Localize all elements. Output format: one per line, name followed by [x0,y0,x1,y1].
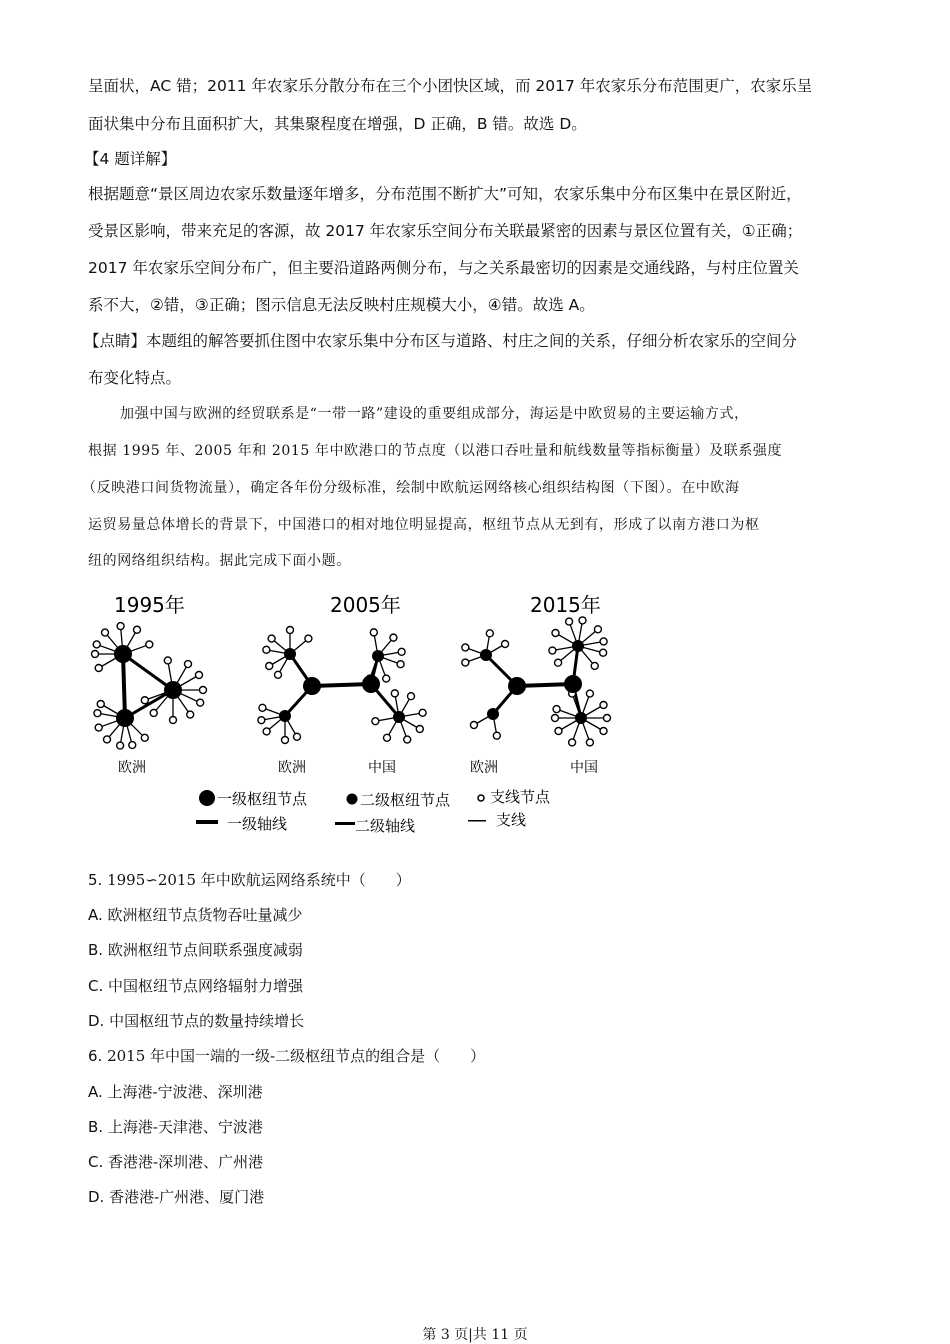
tip-line: 布变化特点。 [88,369,182,387]
branch-node [586,690,593,697]
region-label-europe: 欧洲 [118,760,146,776]
branch-node [95,665,102,672]
branch-node [266,663,273,670]
secondary-node [393,711,405,723]
branch-node [569,739,576,746]
primary-node [116,709,134,727]
branch-line-legend-icon [468,820,486,822]
branch-node [486,630,493,637]
branch-node [397,661,404,668]
branch-node [419,709,426,716]
branch-node [370,629,377,636]
option-c: C. 中国枢纽节点网络辐射力增强 [88,977,304,995]
branch-node [146,641,153,648]
branch-node [591,662,598,669]
branch-node [102,629,109,636]
branch-node [416,726,423,733]
branch-node [600,638,607,645]
question-6: 6. 2015 年中国一端的一级-二级枢纽节点的组合是（ ） [88,1047,486,1065]
branch-node [117,623,124,630]
branch-node [372,718,379,725]
text-line: 2017 年农家乐空间分布广，但主要沿道路两侧分布，与之关系最密切的因素是交通线路，与村庄位置关 [88,259,799,277]
branch-node [92,651,99,658]
branch-node [287,627,294,634]
branch-node-legend-icon [478,795,484,801]
branch-node [164,657,171,664]
year-label-1995: 1995年 [114,593,185,617]
region-label-china: 中国 [570,760,598,776]
option-d: D. 香港港-广州港、厦门港 [88,1188,265,1206]
passage-line: 纽的网络组织结构。据此完成下面小题。 [88,553,351,569]
branch-node [187,711,194,718]
primary-node [164,681,182,699]
branch-node [552,715,559,722]
branch-node [141,734,148,741]
year-label-2015: 2015年 [530,593,601,617]
branch-node [462,659,469,666]
option-c: C. 香港港-深圳港、广州港 [88,1153,264,1171]
option-d: D. 中国枢纽节点的数量持续增长 [88,1012,305,1030]
branch-node [305,635,312,642]
primary-node [508,677,526,695]
branch-node [566,618,573,625]
question-stem: 2015 年中国一端的一级-二级枢纽节点的组合是（ ） [107,1047,486,1065]
primary-node [362,675,380,693]
shipping-network-diagram [80,585,620,845]
secondary-axis-legend-icon [335,822,355,825]
branch-node [294,733,301,740]
legend-branch-node: 支线节点 [490,788,551,806]
branch-node [600,728,607,735]
question-stem: 1995∽2015 年中欧航运网络系统中（ ） [107,871,411,889]
passage-line: 加强中国与欧洲的经贸联系是“一带一路”建设的重要组成部分，海运是中欧贸易的主要运输方式， [120,406,749,422]
primary-node [564,675,582,693]
branch-node [383,675,390,682]
branch-node [170,717,177,724]
branch-node [555,728,562,735]
primary-axis [123,654,125,718]
legend-secondary-node: 二级枢纽节点 [360,791,451,809]
branch-node [95,724,102,731]
branch-node [462,644,469,651]
branch-node [594,626,601,633]
year-label-2005: 2005年 [330,593,401,617]
region-label-europe: 欧洲 [470,760,498,776]
branch-node [94,710,101,717]
branch-node [268,635,275,642]
secondary-node [572,640,584,652]
branch-node [404,736,411,743]
branch-node [579,617,586,624]
legend-secondary-axis: 二级轴线 [355,817,416,835]
branch-node [549,647,556,654]
branch-node [470,722,477,729]
text-line: 系不大，②错，③正确；图示信息无法反映村庄规模大小，④错。故选 A。 [88,296,595,314]
branch-node [141,697,148,704]
passage-line: （反映港口间货物流量），确定各年份分级标准，绘制中欧航运网络核心组织结构图（下图）。在中欧海 [82,480,740,496]
branch-node [200,687,207,694]
branch-node [150,709,157,716]
branch-node [129,742,136,749]
secondary-node [279,710,291,722]
branch-node [600,702,607,709]
branch-node [185,661,192,668]
secondary-node [487,708,499,720]
legend-primary-node: 一级枢纽节点 [217,790,308,808]
branch-node [259,704,266,711]
primary-node [114,645,132,663]
branch-node [586,739,593,746]
secondary-node [372,650,384,662]
branch-node [552,630,559,637]
branch-node [398,648,405,655]
primary-axis-legend-icon [196,820,218,824]
question-5: 5. 1995∽2015 年中欧航运网络系统中（ ） [88,871,411,889]
branch-node [282,737,289,744]
passage-line: 运贸易量总体增长的背景下，中国港口的相对地位明显提高，枢纽节点从无到有，形成了以南方港口为枢 [88,517,760,533]
option-a: A. 欧洲枢纽节点货物吞吐量减少 [88,906,303,924]
text-line: 呈面状，AC 错；2011 年农家乐分散分布在三个小团快区域，而 2017 年农家乐分布范围更广，农家乐呈 [88,77,813,95]
option-b: B. 上海港-天津港、宁波港 [88,1118,263,1136]
branch-node [408,693,415,700]
branch-node [390,634,397,641]
branch-node [275,671,282,678]
page-footer: 第 3 页|共 11 页 [422,1327,528,1343]
tip-line: 【点睛】本题组的解答要抓住图中农家乐集中分布区与道路、村庄之间的关系，仔细分析农家乐的空间分 [84,332,798,350]
option-b: B. 欧洲枢纽节点间联系强度减弱 [88,941,303,959]
primary-node [303,677,321,695]
branch-node [134,626,141,633]
secondary-node [480,649,492,661]
branch-node [197,699,204,706]
branch-node [263,728,270,735]
legend-primary-axis: 一级轴线 [227,815,288,833]
secondary-node [284,648,296,660]
secondary-node [575,712,587,724]
branch-node [600,649,607,656]
region-label-europe: 欧洲 [278,760,306,776]
option-a: A. 上海港-宁波港、深圳港 [88,1083,263,1101]
text-line: 受景区影响，带来充足的客源，故 2017 年农家乐空间分布关联最紧密的因素与景区位置有关，①正确； [88,222,803,240]
branch-node [493,732,500,739]
region-label-china: 中国 [368,760,396,776]
q4-heading: 【4 题详解】 [84,150,177,168]
branch-node [97,701,104,708]
secondary-node-legend-icon [347,794,358,805]
legend-branch-line: 支线 [496,811,527,829]
branch-node [117,742,124,749]
text-line: 根据题意“景区周边农家乐数量逐年增多，分布范围不断扩大”可知，农家乐集中分布区集中在景区附近， [88,185,802,203]
branch-node [391,690,398,697]
branch-node [555,659,562,666]
text-line: 面状集中分布且面积扩大，其集聚程度在增强，D 正确，B 错。故选 D。 [88,115,587,133]
branch-node [604,715,611,722]
primary-node-legend-icon [199,790,215,806]
branch-node [502,641,509,648]
branch-node [263,646,270,653]
legend [196,788,551,835]
branch-node [104,736,111,743]
branch-node [195,672,202,679]
passage-line: 根据 1995 年、2005 年和 2015 年中欧港口的节点度（以港口吞吐量和航线数量等指标衡量）及联系强度 [88,443,783,459]
branch-node [93,641,100,648]
branch-node [258,717,265,724]
network-graph [92,617,611,749]
branch-node [553,706,560,713]
branch-node [384,734,391,741]
